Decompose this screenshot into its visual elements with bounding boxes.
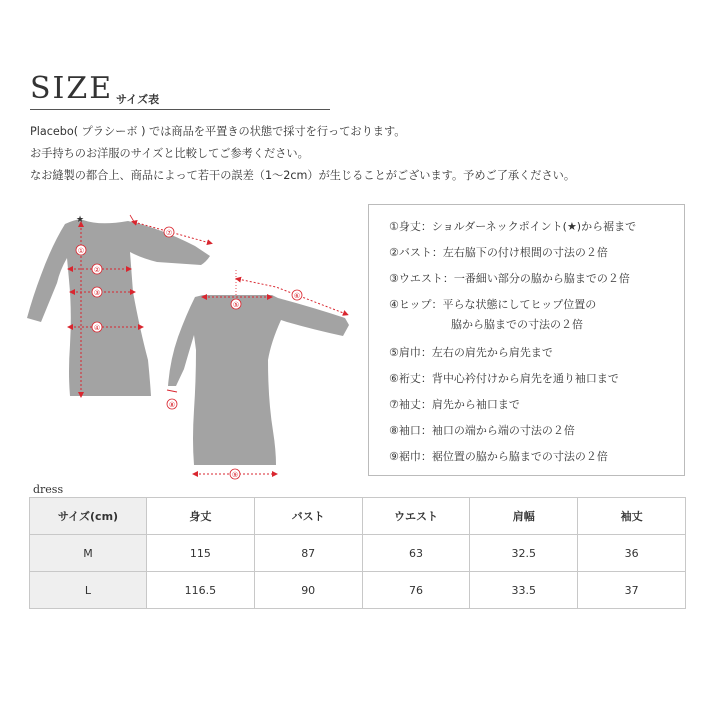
legend-item-length: ①身丈：ショルダーネックポイント(★)から裾まで <box>389 220 637 233</box>
intro-line-3: なお縫製の都合上、商品によって若干の誤差（1〜2cm）が生じることがございます。予めご了承ください。 <box>30 169 576 182</box>
size-table <box>29 497 686 609</box>
marker-4: ④ <box>93 324 101 332</box>
table-row <box>30 572 686 609</box>
legend-item-hem: ⑨裾巾：裾位置の脇から脇までの寸法の２倍 <box>389 450 608 463</box>
legend-item-cuff: ⑧袖口：袖口の端から端の寸法の２倍 <box>389 424 575 437</box>
header-waist: ウエスト <box>362 498 470 535</box>
intro-line-1: Placebo( プラシーボ ) では商品を平置きの状態で採寸を行っております。 <box>30 125 406 138</box>
marker-1: ① <box>77 247 85 255</box>
marker-3: ③ <box>93 289 101 297</box>
cell-length: 116.5 <box>147 572 255 609</box>
cell-shoulder: 32.5 <box>470 535 578 572</box>
marker-5: ⑤ <box>232 301 240 309</box>
cell-sleeve: 36 <box>578 535 686 572</box>
marker-7: ⑦ <box>165 229 173 237</box>
cell-shoulder: 33.5 <box>470 572 578 609</box>
legend-item-waist: ③ウエスト：一番細い部分の脇から脇までの２倍 <box>389 272 630 285</box>
marker-8: ⑧ <box>168 401 176 409</box>
row-size: M <box>30 535 147 572</box>
header-size: サイズ(cm) <box>30 498 147 535</box>
table-header-row <box>30 498 686 535</box>
legend-item-hip-cont: 脇から脇までの寸法の２倍 <box>451 318 583 331</box>
header-sleeve: 袖丈 <box>578 498 686 535</box>
garment-diagram <box>0 0 365 490</box>
intro-line-2: お手持ちのお洋服のサイズと比較してご参考ください。 <box>30 147 309 160</box>
marker-9: ⑨ <box>231 471 239 479</box>
row-size: L <box>30 572 147 609</box>
page-subtitle: サイズ表 <box>116 93 160 106</box>
legend-item-hip: ④ヒップ：平らな状態にしてヒップ位置の <box>389 298 597 311</box>
header-length: 身丈 <box>147 498 255 535</box>
cell-waist: 63 <box>362 535 470 572</box>
header-bust: バスト <box>254 498 362 535</box>
cell-sleeve: 37 <box>578 572 686 609</box>
legend-item-shoulder: ⑤肩巾：左右の肩先から肩先まで <box>389 346 553 359</box>
star-marker: ★ <box>76 215 85 225</box>
header-shoulder: 肩幅 <box>470 498 578 535</box>
marker-6: ⑥ <box>293 292 301 300</box>
table-row <box>30 535 686 572</box>
legend-item-yuki: ⑥裄丈：背中心衿付けから肩先を通り袖口まで <box>389 372 619 385</box>
legend-item-bust: ②バスト：左右脇下の付け根間の寸法の２倍 <box>389 246 608 259</box>
table-label: dress <box>33 483 64 496</box>
legend-item-sleeve: ⑦袖丈：肩先から袖口まで <box>389 398 520 411</box>
page-title: SIZE <box>30 71 114 106</box>
cell-length: 115 <box>147 535 255 572</box>
marker-2: ② <box>93 266 101 274</box>
back-dress-silhouette <box>168 295 349 465</box>
cell-bust: 87 <box>254 535 362 572</box>
cell-bust: 90 <box>254 572 362 609</box>
cell-waist: 76 <box>362 572 470 609</box>
measurement-legend <box>368 204 685 476</box>
